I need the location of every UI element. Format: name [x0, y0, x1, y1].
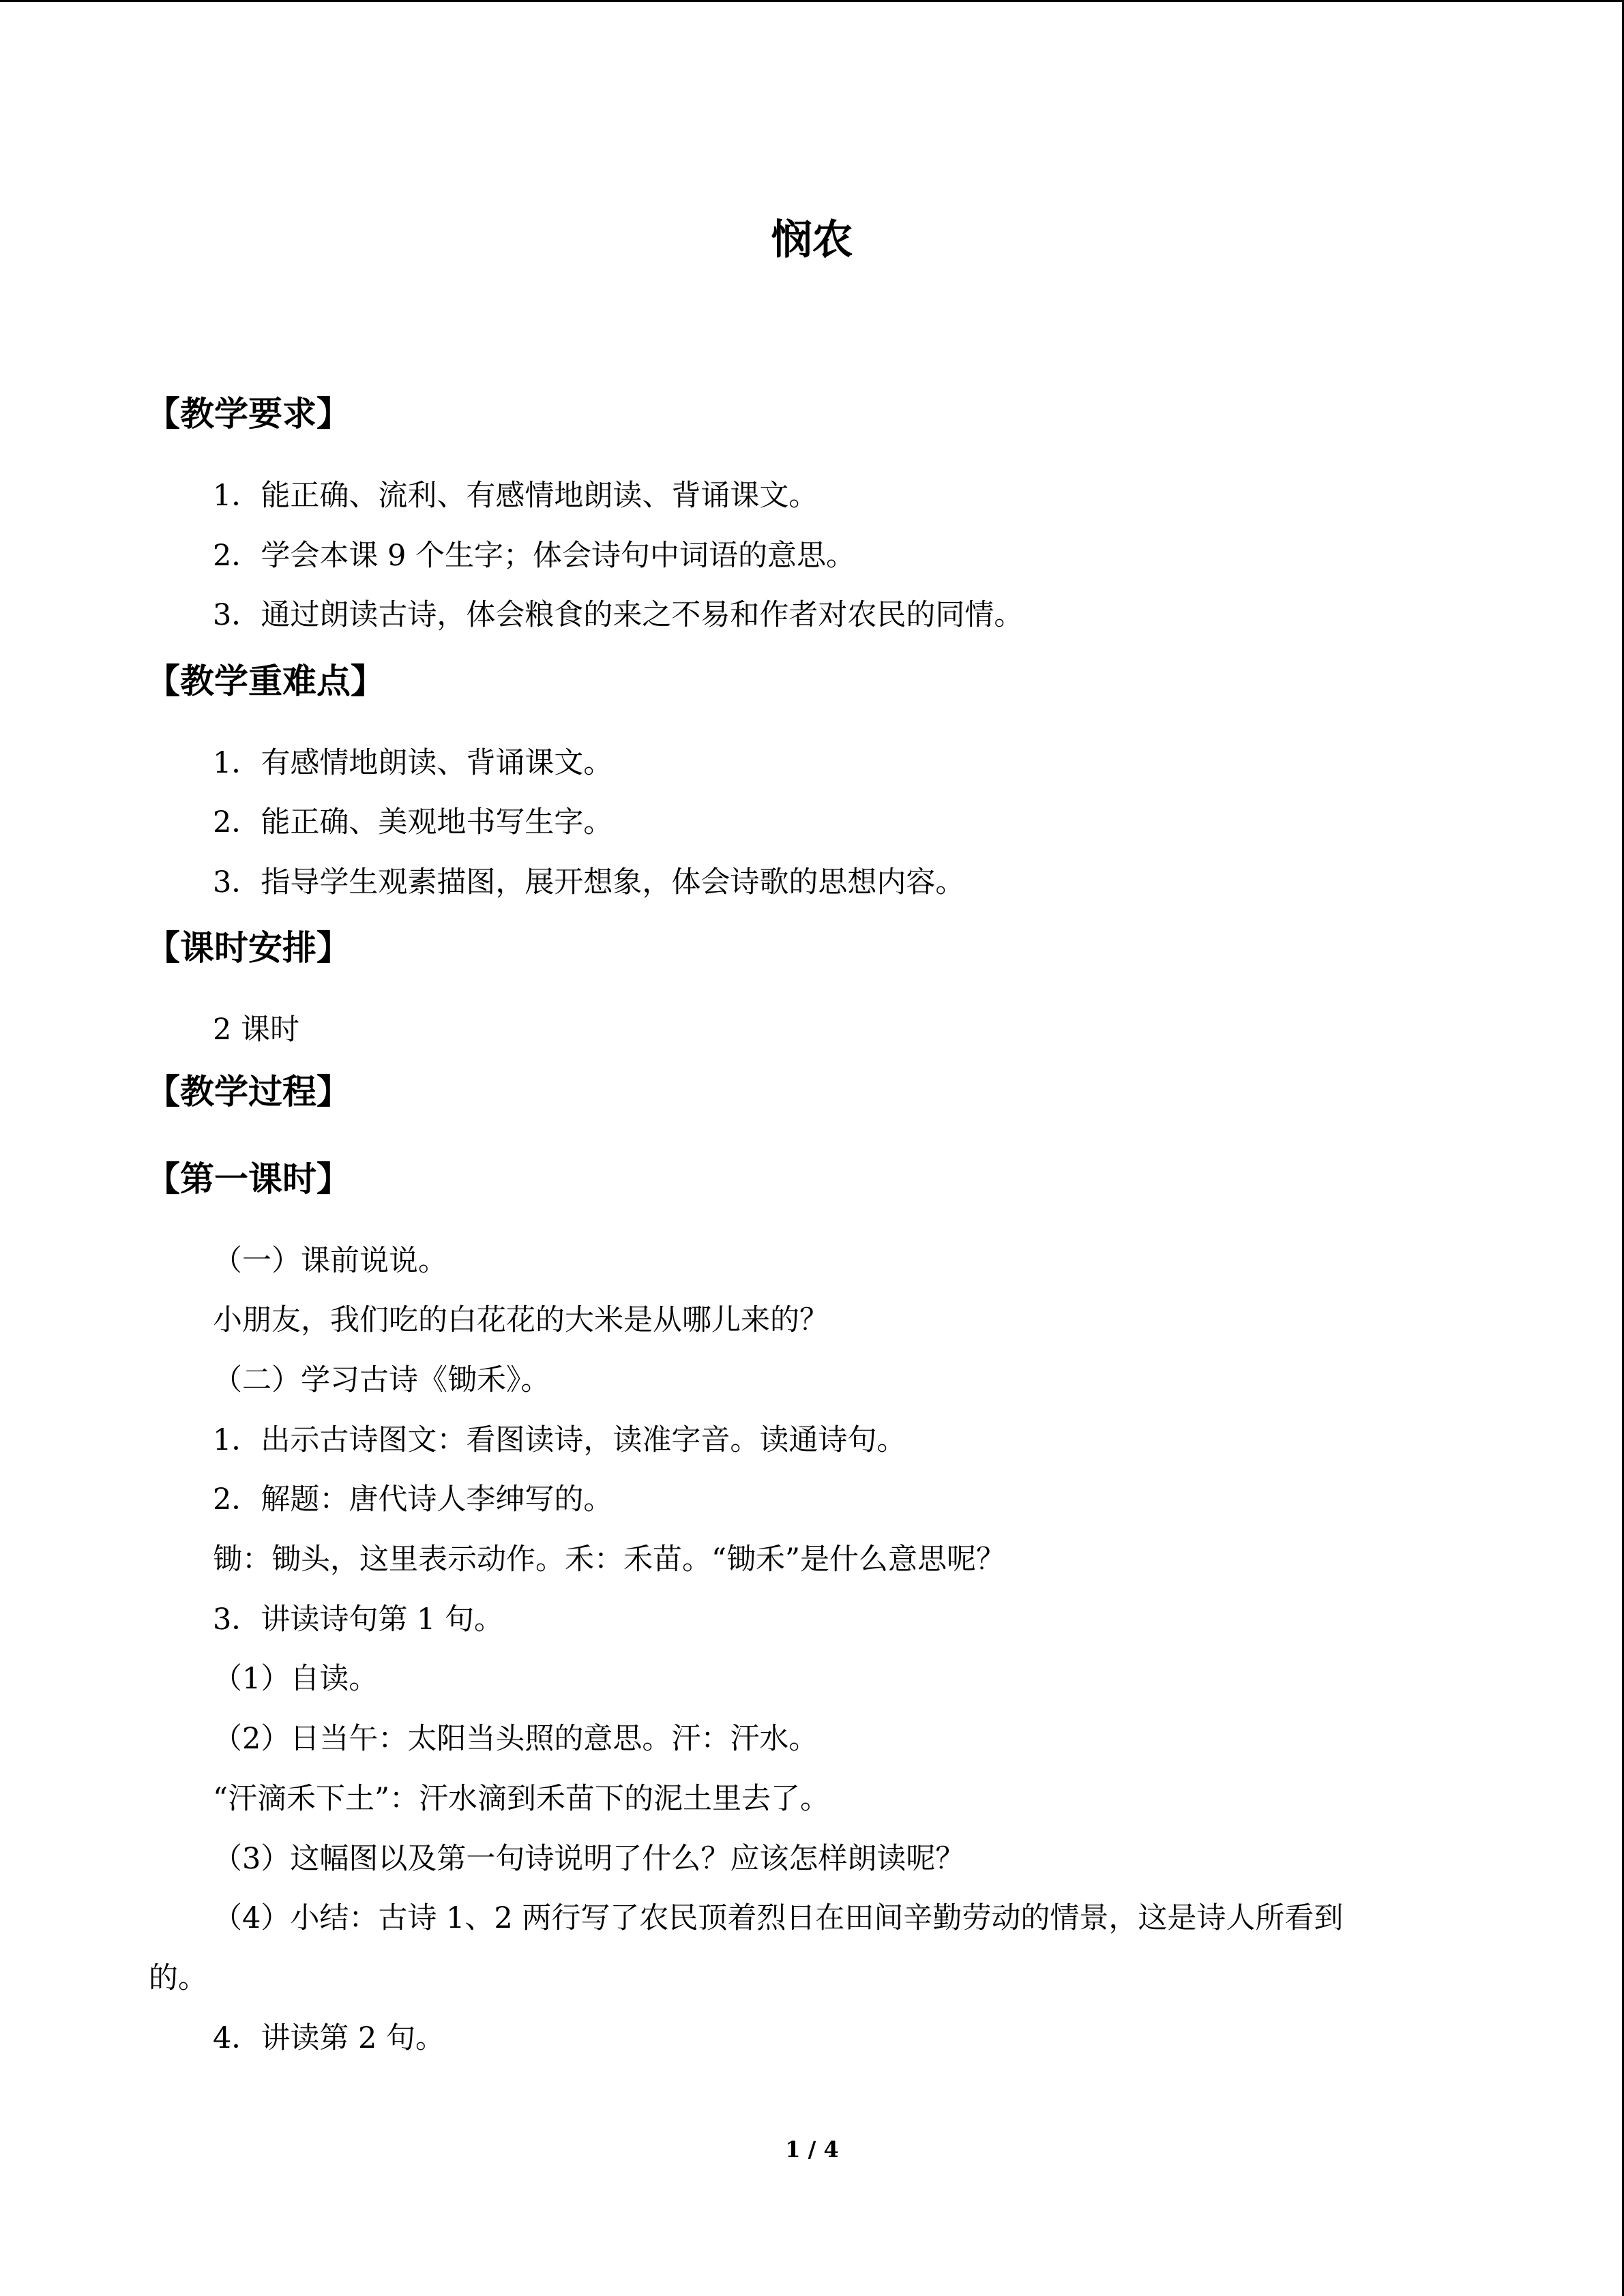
key-point-item-3: 3．指导学生观素描图，展开想象，体会诗歌的思想内容。 [213, 865, 965, 899]
lesson-line: “汗滴禾下土”：汗水滴到禾苗下的泥土里去了。 [213, 1782, 829, 1816]
section-heading-key-points: 【教学重难点】 [146, 661, 385, 701]
section-heading-process: 【教学过程】 [146, 1072, 351, 1112]
lesson-line: （4）小结：古诗 1、2 两行写了农民顶着烈日在田间辛勤劳动的情景，这是诗人所看到 [213, 1901, 1344, 1935]
lesson-line: 锄：锄头，这里表示动作。禾：禾苗。“锄禾”是什么意思呢？ [213, 1542, 1005, 1577]
requirement-item-1: 1．能正确、流利、有感情地朗读、背诵课文。 [213, 479, 818, 513]
lesson-line: 4．讲读第 2 句。 [213, 2021, 445, 2055]
page-number: 1 / 4 [785, 2136, 839, 2162]
section-heading-schedule: 【课时安排】 [146, 928, 351, 968]
lesson-line: （2）日当午：太阳当头照的意思。汗：汗水。 [213, 1722, 818, 1756]
lesson-line: （3）这幅图以及第一句诗说明了什么？应该怎样朗读呢？ [213, 1842, 965, 1876]
lesson-line: 1．出示古诗图文：看图读诗，读准字音。读通诗句。 [213, 1423, 906, 1457]
requirement-item-3: 3．通过朗读古诗，体会粮食的来之不易和作者对农民的同情。 [213, 598, 1024, 632]
lesson-line: 小朋友，我们吃的白花花的大米是从哪儿来的？ [213, 1303, 829, 1337]
requirement-item-2: 2．学会本课 9 个生字；体会诗句中词语的意思。 [213, 539, 856, 573]
lesson-line: （二）学习古诗《锄禾》。 [213, 1363, 550, 1397]
schedule-text: 2 课时 [213, 1013, 300, 1047]
document-title: 悯农 [771, 216, 853, 264]
section-heading-first-lesson: 【第一课时】 [146, 1159, 351, 1199]
lesson-line: 2．解题：唐代诗人李绅写的。 [213, 1482, 613, 1517]
section-heading-requirements: 【教学要求】 [146, 394, 351, 434]
lesson-line: 3．讲读诗句第 1 句。 [213, 1602, 504, 1637]
key-point-item-2: 2．能正确、美观地书写生字。 [213, 805, 613, 839]
lesson-line: （一）课前说说。 [213, 1244, 447, 1278]
lesson-line-continuation: 的。 [149, 1961, 207, 1995]
key-point-item-1: 1．有感情地朗读、背诵课文。 [213, 746, 613, 780]
lesson-line: （1）自读。 [213, 1662, 379, 1696]
